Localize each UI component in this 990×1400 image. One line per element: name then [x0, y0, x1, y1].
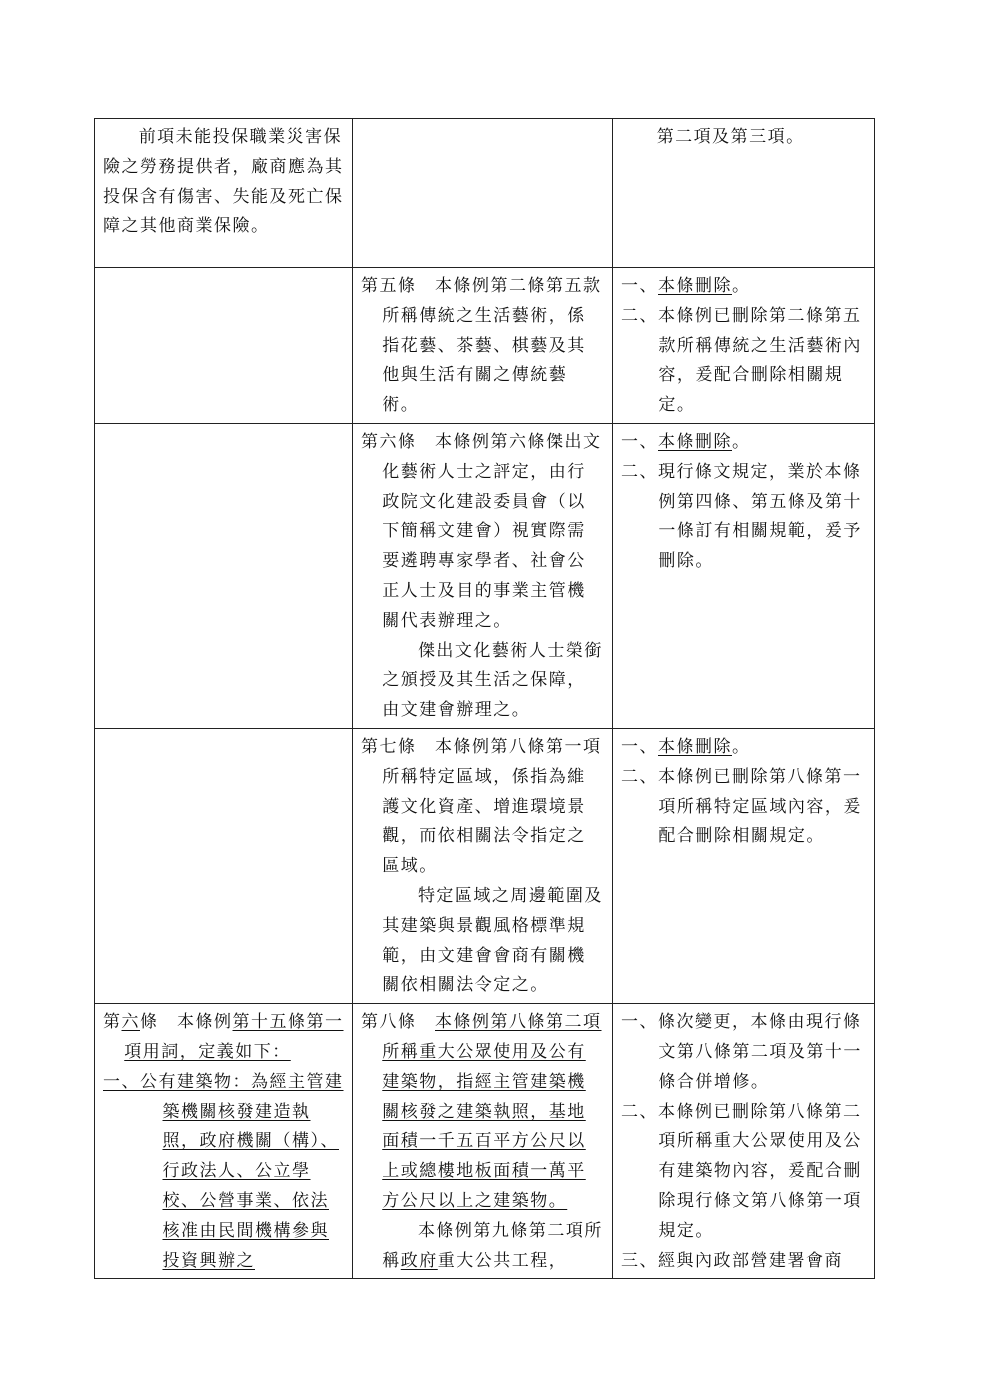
list-item: 一、本條刪除。 — [621, 276, 751, 296]
article-text: 第六條 本條例第十五條第一項用詞，定義如下： — [103, 1012, 344, 1062]
explanation-column-cell — [613, 423, 875, 728]
article-text: 第五條 本條例第二條第五款所稱傳統之生活藝術，係指花藝、茶藝、棋藝及其他與生活有關之傳統藝術。 — [361, 276, 602, 416]
explanation-column-cell — [613, 728, 875, 1003]
article-text: 第八條 本條例第八條第二項所稱重大公眾使用及公有建築物，指經主管建築機關核發之建築執照，基地面積一千五百平方公尺以上或總樓地板面積一萬平方公尺以上之建築物。 — [361, 1012, 602, 1211]
list-item: 一、本條刪除。 — [621, 736, 751, 757]
list-item: 二、現行條文規定，業於本條例第四條、第五條及第十一條訂有相關規範，爰予刪除。 — [621, 461, 862, 572]
article-text: 特定區域之周邊範圍及其建築與景觀風格標準規範，由文建會會商有關機關依相關法令定之。 — [382, 885, 603, 996]
table-row — [95, 728, 875, 1003]
current-column-cell — [353, 268, 613, 424]
current-column-cell — [353, 423, 613, 728]
amended-column-cell — [95, 1004, 353, 1279]
amended-column-cell — [95, 268, 353, 424]
explanation-column-cell — [613, 268, 875, 424]
list-item: 一、條次變更，本條由現行條文第八條第二項及第十一條合併增修。 — [621, 1012, 862, 1092]
table-row — [95, 423, 875, 728]
list-item: 三、經與內政部營建署會商 — [621, 1250, 843, 1271]
amended-column-cell — [95, 119, 353, 268]
paragraph: 第二項及第三項。 — [656, 127, 805, 147]
table-row — [95, 268, 875, 424]
current-column-cell — [353, 728, 613, 1003]
amended-column-cell — [95, 728, 353, 1003]
list-item: 二、本條例已刪除第八條第一項所稱特定區域內容，爰配合刪除相關規定。 — [621, 766, 862, 847]
table-row — [95, 119, 875, 268]
amended-column-cell — [95, 423, 353, 728]
article-text: 本條例第九條第二項所稱政府重大公共工程， — [382, 1220, 603, 1271]
current-column-cell — [353, 119, 613, 268]
paragraph: 前項未能投保職業災害保險之勞務提供者，廠商應為其投保含有傷害、失能及死亡保障之其他商業保險。 — [103, 127, 344, 237]
comparison-table — [94, 118, 875, 1279]
list-item: 二、本條例已刪除第八條第二項所稱重大公眾使用及公有建築物內容，爰配合刪除現行條文第八條第一項規定。 — [621, 1101, 862, 1241]
explanation-column-cell — [613, 1004, 875, 1279]
list-item: 一、公有建築物：為經主管建築機關核發建造執照，政府機關（構）、行政法人、公立學校、公營事業、依法核准由民間機構參與投資興辦之 — [103, 1071, 344, 1271]
article-text: 傑出文化藝術人士榮銜之頒授及其生活之保障，由文建會辦理之。 — [382, 640, 603, 721]
list-item: 一、本條刪除。 — [621, 431, 751, 452]
explanation-column-cell — [613, 119, 875, 268]
article-text: 第七條 本條例第八條第一項所稱特定區域，係指為維護文化資產、增進環境景觀，而依相關法令指定之區域。 — [361, 736, 602, 877]
current-column-cell — [353, 1004, 613, 1279]
list-item: 二、本條例已刪除第二條第五款所稱傳統之生活藝術內容，爰配合刪除相關規定。 — [621, 305, 862, 416]
table-row — [95, 1004, 875, 1279]
article-text: 第六條 本條例第六條傑出文化藝術人士之評定，由行政院文化建設委員會（以下簡稱文建會）視實際需要遴聘專家學者、社會公正人士及目的事業主管機關代表辦理之。 — [361, 431, 602, 631]
